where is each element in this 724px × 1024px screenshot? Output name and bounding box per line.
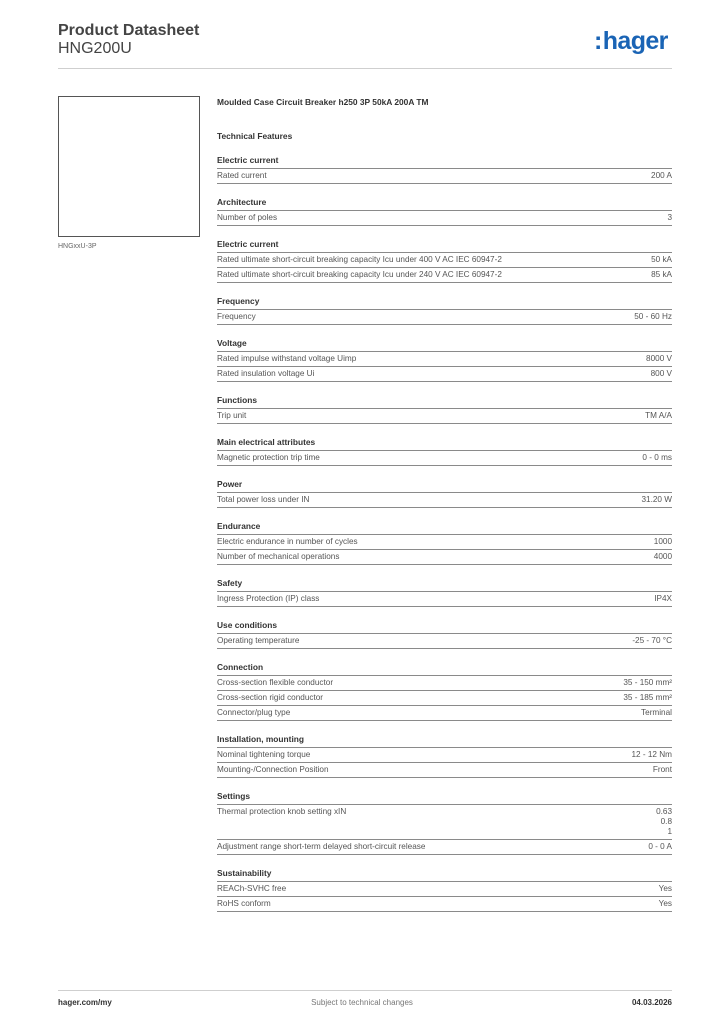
spec-value-line: 0.63	[656, 807, 672, 816]
spec-row	[217, 897, 672, 912]
spec-sections	[217, 155, 672, 912]
section-title: Installation, mounting	[217, 734, 672, 748]
section-title: Functions	[217, 395, 672, 409]
spec-row	[217, 691, 672, 706]
spec-value	[623, 678, 672, 688]
spec-section	[217, 239, 672, 283]
spec-section	[217, 662, 672, 721]
spec-row	[217, 634, 672, 649]
spec-row	[217, 352, 672, 367]
spec-section	[217, 338, 672, 382]
spec-value-line: 1	[667, 827, 672, 836]
spec-section	[217, 868, 672, 912]
spec-label: Electric endurance in number of cycles	[217, 537, 358, 546]
spec-value-line: TM A/A	[645, 411, 672, 420]
spec-row	[217, 550, 672, 565]
spec-row	[217, 310, 672, 325]
section-title: Frequency	[217, 296, 672, 310]
spec-value	[667, 213, 672, 223]
section-title: Endurance	[217, 521, 672, 535]
spec-label: Frequency	[217, 312, 256, 321]
spec-section	[217, 296, 672, 325]
spec-value-line: 31.20 W	[641, 495, 672, 504]
spec-label: Total power loss under IN	[217, 495, 310, 504]
spec-label: Adjustment range short-term delayed short-circuit release	[217, 842, 426, 851]
spec-label: Connector/plug type	[217, 708, 291, 717]
spec-row	[217, 211, 672, 226]
spec-row	[217, 451, 672, 466]
spec-label: Number of mechanical operations	[217, 552, 340, 561]
spec-value-line: 4000	[653, 552, 672, 561]
spec-row	[217, 253, 672, 268]
spec-value	[654, 594, 672, 604]
spec-label: Thermal protection knob setting xIN	[217, 807, 347, 816]
product-image-placeholder	[58, 96, 200, 237]
spec-value	[651, 369, 672, 379]
spec-value	[632, 636, 672, 646]
spec-section	[217, 479, 672, 508]
spec-value	[651, 171, 672, 181]
spec-label: RoHS conform	[217, 899, 271, 908]
spec-value	[632, 750, 673, 760]
spec-section	[217, 395, 672, 424]
spec-value-line: 0 - 0 ms	[642, 453, 672, 462]
spec-value	[641, 708, 672, 718]
spec-label: Cross-section flexible conductor	[217, 678, 334, 687]
spec-value-line: 85 kA	[651, 270, 672, 279]
spec-value	[659, 899, 672, 909]
section-title: Connection	[217, 662, 672, 676]
spec-value	[651, 270, 672, 280]
spec-label: Number of poles	[217, 213, 278, 222]
header-divider	[58, 68, 672, 69]
spec-label: Rated ultimate short-circuit breaking capacity Icu under 240 V AC IEC 60947-2	[217, 270, 502, 279]
spec-row	[217, 706, 672, 721]
spec-value-line: Yes	[658, 899, 672, 908]
product-code: HNG200U	[58, 40, 132, 57]
product-name: Moulded Case Circuit Breaker h250 3P 50kA 200A TM	[217, 97, 429, 107]
spec-value-line: 3	[667, 213, 672, 222]
spec-label: Ingress Protection (IP) class	[217, 594, 320, 603]
spec-row	[217, 805, 672, 840]
spec-value-line: 800 V	[650, 369, 672, 378]
spec-row	[217, 535, 672, 550]
spec-value-line: IP4X	[654, 594, 672, 603]
spec-row	[217, 840, 672, 855]
spec-value	[654, 537, 672, 547]
section-title: Sustainability	[217, 868, 672, 882]
spec-label: Magnetic protection trip time	[217, 453, 320, 462]
footer-notice: Subject to technical changes	[311, 998, 413, 1007]
spec-value	[654, 552, 672, 562]
spec-value	[659, 884, 672, 894]
spec-label: Rated impulse withstand voltage Uimp	[217, 354, 357, 363]
section-title: Main electrical attributes	[217, 437, 672, 451]
spec-label: Rated ultimate short-circuit breaking capacity Icu under 400 V AC IEC 60947-2	[217, 255, 502, 264]
spec-value-line: Yes	[658, 884, 672, 893]
spec-value-line: 8000 V	[646, 354, 672, 363]
spec-row	[217, 367, 672, 382]
spec-value-line: Terminal	[641, 708, 672, 717]
spec-section	[217, 578, 672, 607]
spec-row	[217, 763, 672, 778]
spec-value-line: 0 - 0 A	[648, 842, 672, 851]
page-title: Product Datasheet	[58, 22, 200, 39]
spec-section	[217, 155, 672, 184]
spec-value	[623, 693, 672, 703]
spec-section	[217, 197, 672, 226]
spec-value	[642, 453, 672, 463]
section-title: Electric current	[217, 239, 672, 253]
section-title: Use conditions	[217, 620, 672, 634]
spec-row	[217, 268, 672, 283]
spec-row	[217, 592, 672, 607]
spec-section	[217, 620, 672, 649]
footer-website[interactable]: hager.com/my	[58, 998, 112, 1007]
spec-label: Operating temperature	[217, 636, 300, 645]
features-heading: Technical Features	[217, 131, 293, 141]
spec-value	[653, 765, 672, 775]
spec-label: Rated current	[217, 171, 267, 180]
spec-row	[217, 748, 672, 763]
spec-label: Mounting-/Connection Position	[217, 765, 329, 774]
spec-value	[645, 411, 672, 421]
spec-row	[217, 169, 672, 184]
image-caption: HNGxxU-3P	[58, 243, 97, 250]
spec-value	[656, 807, 672, 837]
spec-value	[642, 495, 673, 505]
spec-value-line: 35 - 150 mm²	[623, 678, 672, 687]
spec-value-line: 12 - 12 Nm	[631, 750, 672, 759]
spec-value	[646, 354, 672, 364]
spec-section	[217, 437, 672, 466]
spec-section	[217, 791, 672, 855]
footer-date: 04.03.2026	[631, 998, 672, 1007]
section-title: Architecture	[217, 197, 672, 211]
spec-value-line: -25 - 70 °C	[632, 636, 672, 645]
spec-value-line: 1000	[653, 537, 672, 546]
page-header	[58, 22, 199, 58]
section-title: Safety	[217, 578, 672, 592]
spec-content	[217, 96, 672, 912]
spec-section	[217, 521, 672, 565]
section-title: Settings	[217, 791, 672, 805]
spec-label: Trip unit	[217, 411, 247, 420]
spec-label: Nominal tightening torque	[217, 750, 311, 759]
spec-value-line: Front	[652, 765, 672, 774]
footer-divider	[58, 990, 672, 991]
spec-label: REACh-SVHC free	[217, 884, 287, 893]
spec-row	[217, 676, 672, 691]
spec-row	[217, 409, 672, 424]
spec-label: Cross-section rigid conductor	[217, 693, 324, 702]
spec-section	[217, 734, 672, 778]
section-title: Voltage	[217, 338, 672, 352]
spec-value	[648, 842, 672, 852]
spec-row	[217, 493, 672, 508]
spec-value-line: 50 kA	[651, 255, 672, 264]
spec-label: Rated insulation voltage Ui	[217, 369, 315, 378]
spec-value-line: 35 - 185 mm²	[623, 693, 672, 702]
spec-row	[217, 882, 672, 897]
spec-value-line: 50 - 60 Hz	[634, 312, 672, 321]
spec-value	[634, 312, 672, 322]
spec-value-line: 0.8	[660, 817, 672, 826]
section-title: Power	[217, 479, 672, 493]
hager-logo: :hager	[594, 27, 668, 55]
section-title: Electric current	[217, 155, 672, 169]
spec-value	[651, 255, 672, 265]
spec-value-line: 200 A	[651, 171, 672, 180]
